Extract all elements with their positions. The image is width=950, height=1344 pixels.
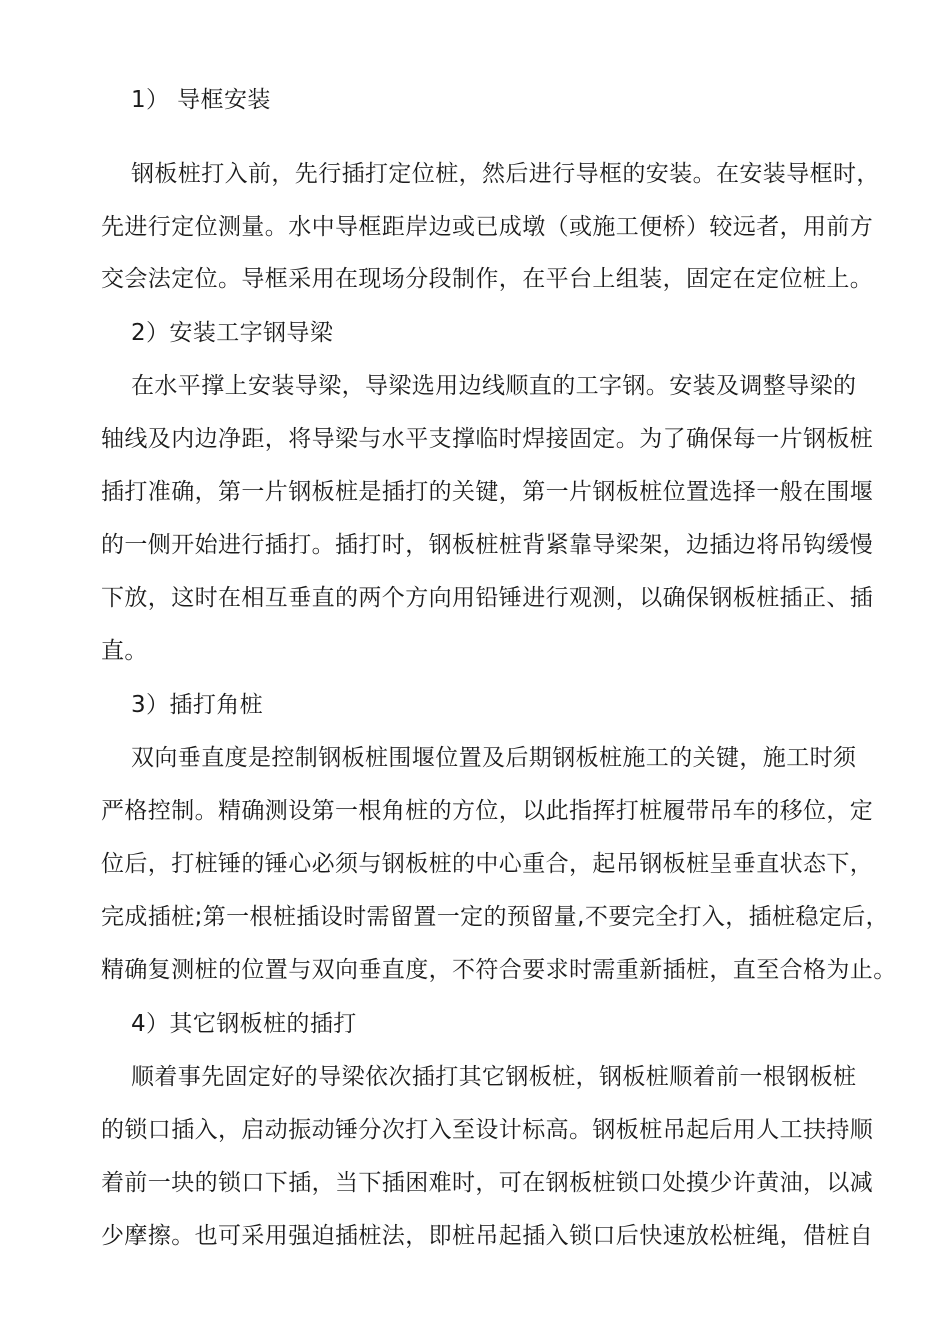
section-heading-2: 2）安装工字钢导梁 [131, 320, 334, 346]
paragraph-line: 双向垂直度是控制钢板桩围堰位置及后期钢板桩施工的关键，施工时须 [131, 745, 857, 771]
paragraph-line: 少摩擦。也可采用强迫插桩法，即桩吊起插入锁口后快速放松桩绳，借桩自 [101, 1223, 874, 1249]
paragraph-line: 顺着事先固定好的导梁依次插打其它钢板桩，钢板桩顺着前一根钢板桩 [131, 1064, 857, 1090]
paragraph-line: 的锁口插入，启动振动锤分次打入至设计标高。钢板桩吊起后用人工扶持顺 [101, 1117, 874, 1143]
paragraph-line: 着前一块的锁口下插，当下插困难时，可在钢板桩锁口处摸少许黄油，以减 [101, 1170, 874, 1196]
paragraph-line: 先进行定位测量。水中导框距岸边或已成墩（或施工便桥）较远者，用前方 [101, 214, 874, 240]
paragraph-line: 直。 [101, 638, 148, 664]
paragraph-line: 的一侧开始进行插打。插打时，钢板桩桩背紧靠导梁架，边插边将吊钩缓慢 [101, 532, 874, 558]
section-heading-1: 1） 导框安装 [131, 87, 271, 113]
section-heading-4: 4）其它钢板桩的插打 [131, 1011, 357, 1037]
paragraph-line: 交会法定位。导框采用在现场分段制作，在平台上组装，固定在定位桩上。 [101, 266, 874, 292]
paragraph-line: 钢板桩打入前，先行插打定位桩，然后进行导框的安装。在安装导框时， [131, 161, 880, 187]
paragraph-line: 完成插桩;第一根桩插设时需留置一定的预留量,不要完全打入，插桩稳定后， [101, 904, 890, 930]
paragraph-line: 插打准确，第一片钢板桩是插打的关键，第一片钢板桩位置选择一般在围堰 [101, 479, 874, 505]
paragraph-line: 在水平撑上安装导梁，导梁选用边线顺直的工字钢。安装及调整导梁的 [131, 373, 857, 399]
paragraph-line: 下放，这时在相互垂直的两个方向用铅锤进行观测，以确保钢板桩插正、插 [101, 585, 874, 611]
paragraph-line: 严格控制。精确测设第一根角桩的方位，以此指挥打桩履带吊车的移位，定 [101, 798, 874, 824]
paragraph-line: 位后，打桩锤的锤心必须与钢板桩的中心重合，起吊钢板桩呈垂直状态下， [101, 851, 874, 877]
section-heading-3: 3）插打角桩 [131, 692, 264, 718]
paragraph-line: 轴线及内边净距，将导梁与水平支撑临时焊接固定。为了确保每一片钢板桩 [101, 426, 874, 452]
paragraph-line: 精确复测桩的位置与双向垂直度，不符合要求时需重新插桩，直至合格为止。 [101, 957, 897, 983]
